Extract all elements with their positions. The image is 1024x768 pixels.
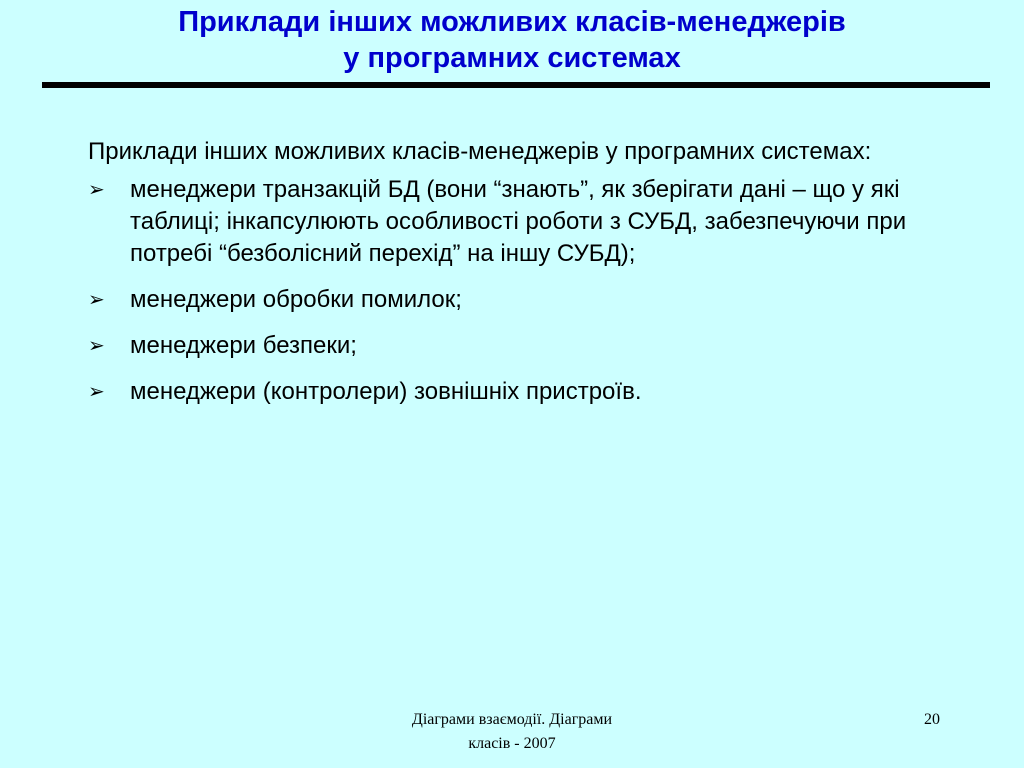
bullet-item-1 bbox=[88, 174, 968, 270]
footer-line-2: класів - 2007 bbox=[468, 735, 556, 752]
bullet-item-3 bbox=[88, 330, 968, 362]
bullet-text: менеджери (контролери) зовнішніх пристроїв. bbox=[130, 378, 642, 405]
bullet-text: менеджери обробки помилок; bbox=[130, 286, 462, 313]
bullet-item-4 bbox=[88, 376, 968, 408]
slide-body bbox=[88, 136, 968, 422]
bullet-item-2 bbox=[88, 284, 968, 316]
page-number: 20 bbox=[924, 711, 940, 728]
bullet-text: менеджери безпеки; bbox=[130, 332, 357, 359]
slide-title-line-1: Приклади інших можливих класів-менеджерів bbox=[178, 6, 846, 38]
slide-title bbox=[40, 4, 984, 76]
footer-line-1: Діаграми взаємодії. Діаграми bbox=[411, 711, 613, 728]
arrowhead-bullet-icon: ➢ bbox=[88, 335, 105, 357]
bullet-list bbox=[88, 174, 968, 408]
footer-caption bbox=[352, 708, 672, 756]
intro-paragraph: Приклади інших можливих класів-менеджерів у програмних системах: bbox=[88, 138, 872, 165]
slide-title-line-2: у програмних системах bbox=[343, 42, 681, 74]
arrowhead-bullet-icon: ➢ bbox=[88, 179, 105, 201]
bullet-text: менеджери транзакцій БД (вони “знають”, як зберігати дані – що у які таблиці; інкапсулюють особливості роботи з СУБД, забезпечуючи при потребі “безболісний перехід” на іншу СУБД); bbox=[130, 176, 907, 267]
arrowhead-bullet-icon: ➢ bbox=[88, 289, 105, 311]
arrowhead-bullet-icon: ➢ bbox=[88, 381, 105, 403]
title-divider bbox=[42, 82, 990, 88]
